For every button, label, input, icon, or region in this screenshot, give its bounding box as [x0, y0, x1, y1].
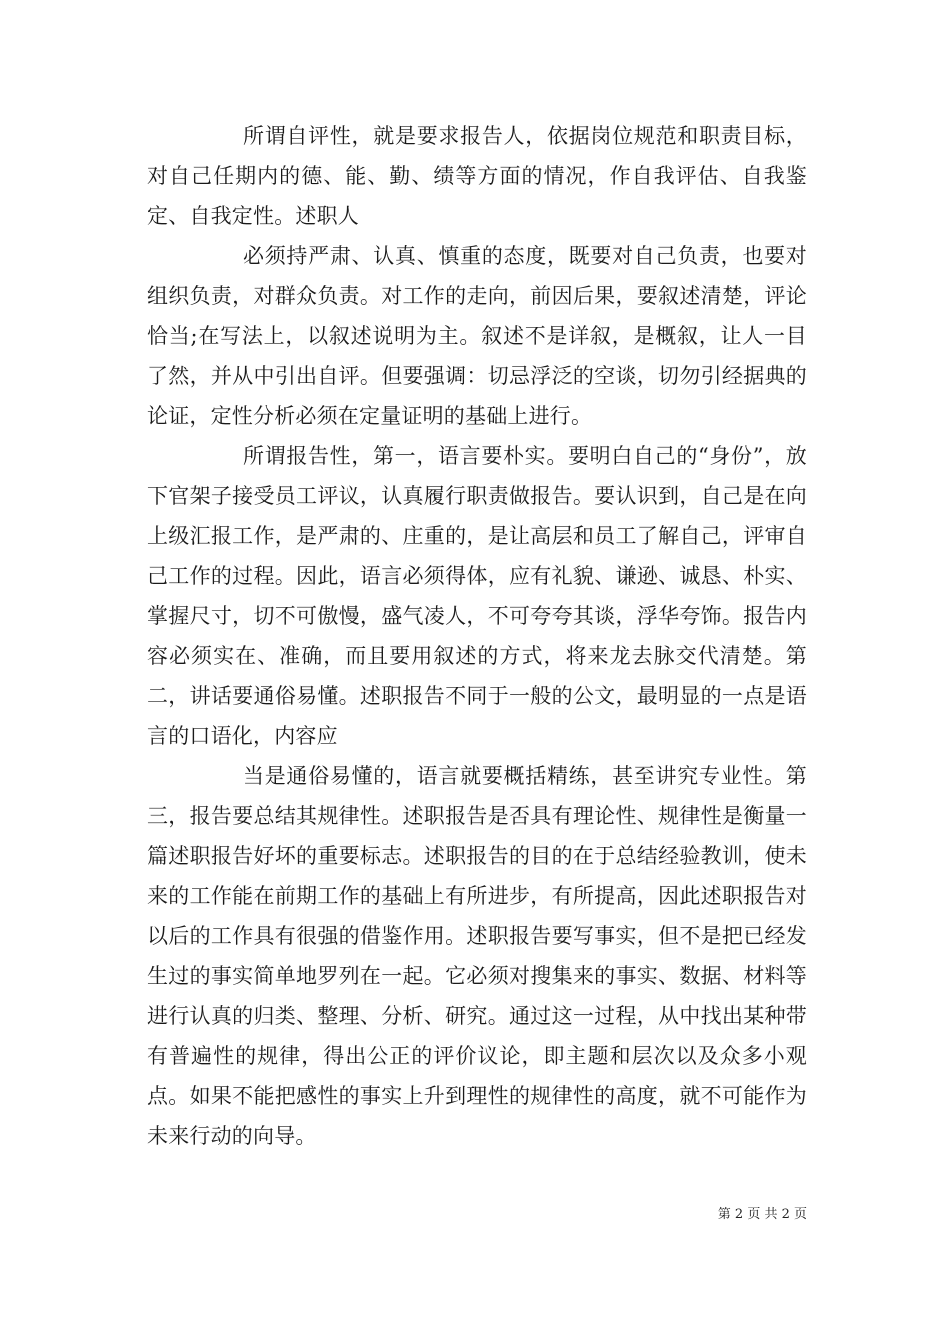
paragraph-attitude: 必须持严肃、认真、慎重的态度，既要对自己负责，也要对组织负责，对群众负责。对工作的走向，前因后果，要叙述清楚，评论恰当;在写法上，以叙述说明为主。叙述不是详叙，是概叙，让人一目了然，并从中引出自评。但要强调：切忌浮泛的空谈，切勿引经据典的论证，定性分析必须在定量证明的基础上进行。 — [147, 244, 807, 428]
paragraph-report-nature: 所谓报告性，第一，语言要朴实。要明白自己的“身份”，放下官架子接受员工评议，认真履行职责做报告。要认识到，自己是在向上级汇报工作，是严肃的、庄重的，是让高层和员工了解自己，评审自己工作的过程。因此，语言必须得体，应有礼貌、谦逊、诚恳、朴实、掌握尺寸，切不可傲慢，盛气凌人，不可夸夸其谈，浮华夸饰。报告内容必须实在、准确，而且要用叙述的方式，将来龙去脉交代清楚。第二，讲话要通俗易懂。述职报告不同于一般的公文，最明显的一点是语言的口语化，内容应 — [147, 444, 807, 748]
document-body — [147, 116, 807, 1156]
page-number: 第 2 页 共 2 页 — [717, 1207, 807, 1222]
paragraph-regularity: 当是通俗易懂的，语言就要概括精练，甚至讲究专业性。第三，报告要总结其规律性。述职报告是否具有理论性、规律性是衡量一篇述职报告好坏的重要标志。述职报告的目的在于总结经验教训，使未来的工作能在前期工作的基础上有所进步，有所提高，因此述职报告对以后的工作具有很强的借鉴作用。述职报告要写事实，但不是把已经发生过的事实简单地罗列在一起。它必须对搜集来的事实、数据、材料等进行认真的归类、整理、分析、研究。通过这一过程，从中找出某种带有普遍性的规律，得出公正的评价议论，即主题和层次以及众多小观点。如果不能把感性的事实上升到理性的规律性的高度，就不可能作为未来行动的向导。 — [147, 764, 807, 1148]
paragraph-self-evaluation: 所谓自评性，就是要求报告人，依据岗位规范和职责目标，对自己任期内的德、能、勤、绩等方面的情况，作自我评估、自我鉴定、自我定性。述职人 — [147, 124, 807, 228]
